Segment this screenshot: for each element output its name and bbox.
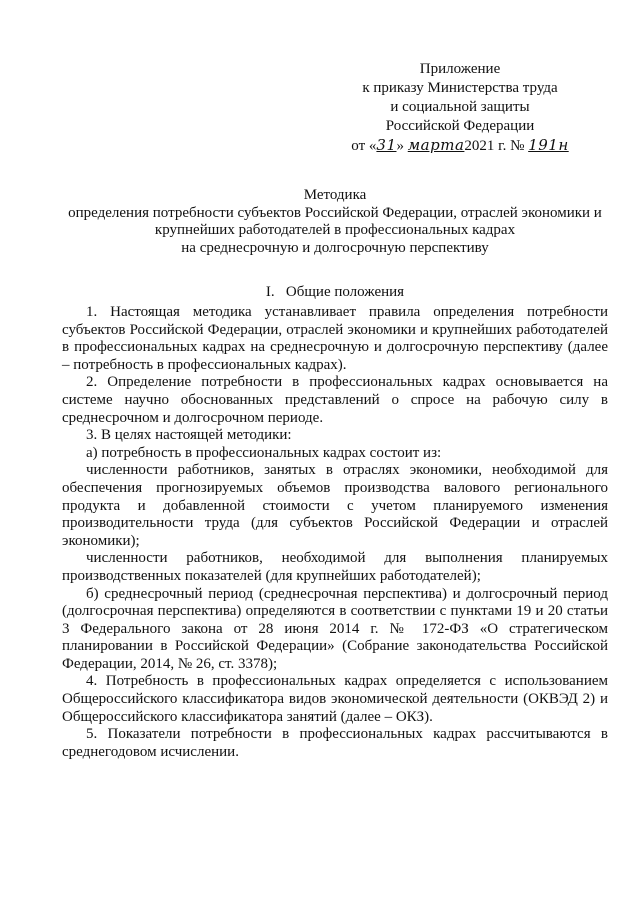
paragraph: численности работников, занятых в отраслях экономики, необходимой для обеспечения прогнозируемых объемов производства валового регионального продукта и добавленной стоимости с учетом планируемого изменения производительности труда (для субъектов Российской Федерации и отраслей экономики); xyxy=(62,462,608,549)
handwritten-day: 31 xyxy=(376,136,397,154)
appendix-title: Приложение xyxy=(419,61,501,77)
title-line-3: крупнейших работодателей в профессиональных кадрах xyxy=(154,222,516,238)
title-line-1: Методика xyxy=(303,187,367,203)
date-prefix: от « xyxy=(351,138,377,154)
title-line-4: на среднесрочную и долгосрочную перспективу xyxy=(181,239,489,256)
title-line-2: определения потребности субъектов Российской Федерации, отраслей экономики и xyxy=(68,204,602,221)
appendix-header xyxy=(330,60,590,156)
handwritten-month: марта xyxy=(407,136,465,154)
order-date-line xyxy=(330,136,590,156)
document-body xyxy=(62,304,608,761)
paragraph: б) среднесрочный период (среднесрочная перспектива) и долгосрочный период (долгосрочная перспектива) определяются в соответствии с пунктами 19 и 20 статьи 3 Федерального закона от 28 июня 2014 г. № 172-ФЗ «О стратегическом планировании в Российской Федерации» (Собрание законодательства Российской Федерации, 2014, № 26, ст. 3378); xyxy=(62,585,608,672)
paragraph: 5. Показатели потребности в профессиональных кадрах рассчитываются в среднегодовом исчислении. xyxy=(62,726,608,760)
date-year: 2021 г. № xyxy=(464,138,529,154)
date-mid: » xyxy=(396,138,408,154)
section-heading: I. Общие положения xyxy=(265,284,405,300)
paragraph: 2. Определение потребности в профессиональных кадрах основывается на системе научно обоснованных представлений о спросе на рабочую силу в среднесрочном и долгосрочном периоде. xyxy=(62,374,608,426)
appendix-order-ref: к приказу Министерства труда xyxy=(362,80,558,96)
paragraph: 1. Настоящая методика устанавливает правила определения потребности субъектов Российской Федерации, отраслей экономики и крупнейших работодателей в профессиональных кадрах на среднесрочную и долгосрочную перспективу (далее – потребность в профессиональных кадрах). xyxy=(62,304,608,373)
handwritten-order-number: 191н xyxy=(528,136,569,154)
document-title xyxy=(40,187,630,257)
paragraph: численности работников, необходимой для выполнения планируемых производственных показателей (для крупнейших работодателей); xyxy=(62,550,608,584)
appendix-federation-line: Российской Федерации xyxy=(385,118,535,134)
paragraph: а) потребность в профессиональных кадрах состоит из: xyxy=(86,444,442,461)
paragraph: 3. В целях настоящей методики: xyxy=(86,427,292,444)
paragraph: 4. Потребность в профессиональных кадрах определяется с использованием Общероссийского классификатора видов экономической деятельности (ОКВЭД 2) и Общероссийского классификатора занятий (далее – ОКЗ). xyxy=(62,673,608,725)
appendix-ministry-line: и социальной защиты xyxy=(390,99,530,115)
